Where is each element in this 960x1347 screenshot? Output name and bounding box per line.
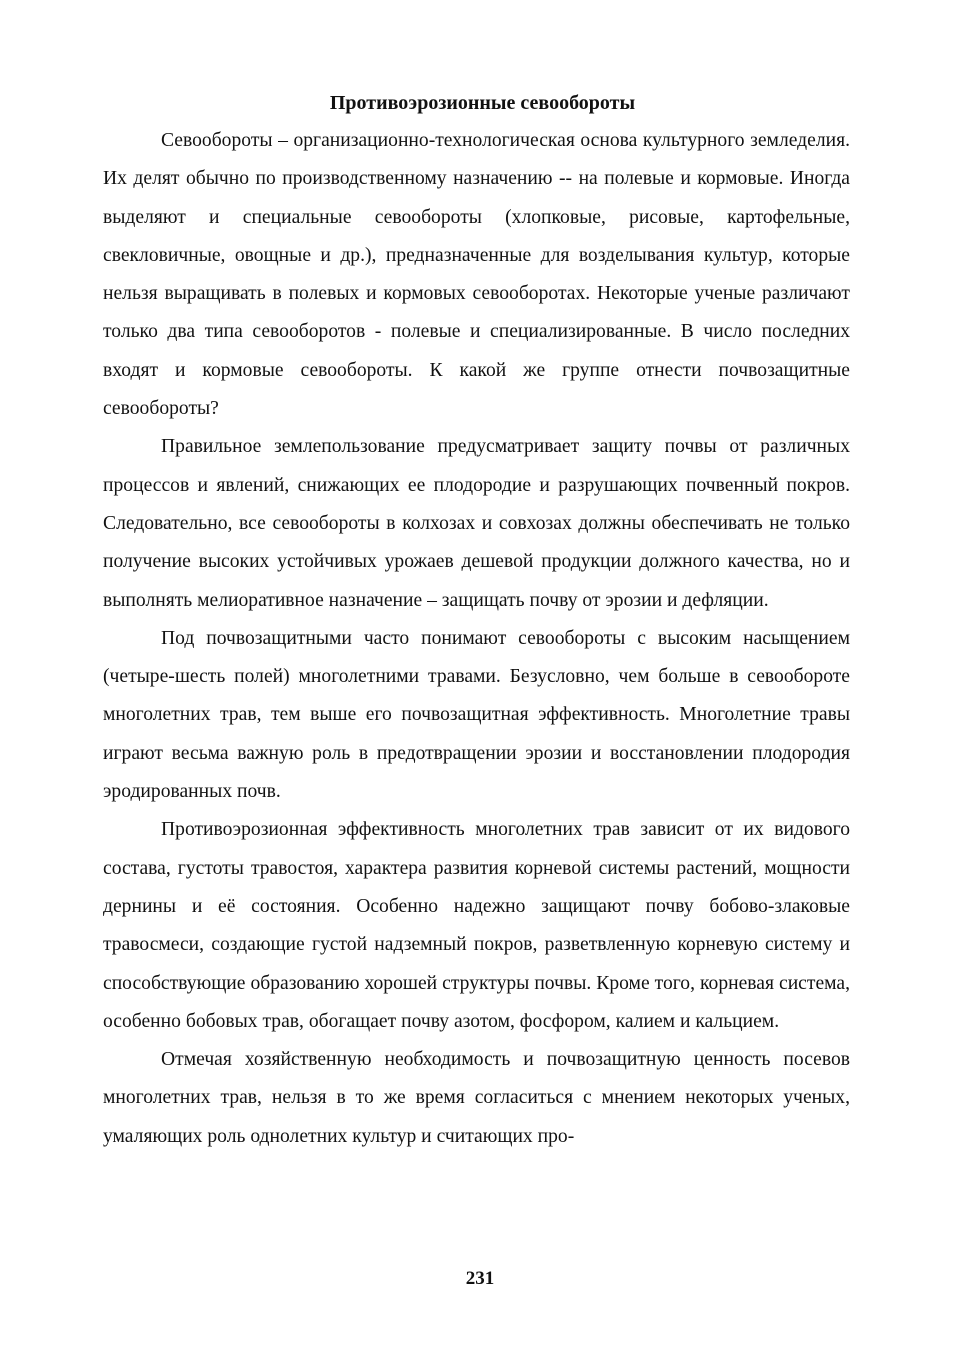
paragraph-2: Правильное землепользование предусматривает защиту почвы от различных процессов и явлений, снижающих ее плодородие и разрушающих почвенный покров. Следовательно, все севообороты в колхозах и совхозах должны обеспечивать не только получение высоких устойчивых урожаев дешевой продукции должного качества, но и выполнять мелиоративное назначение – защищать почву от эрозии и дефляции. [103,436,850,611]
paragraph-4: Противоэрозионная эффективность многолетних трав зависит от их видового состава, густоты травостоя, характера развития корневой системы растений, мощности дернины и её состояния. Особенно надежно защищают почву бобово-злаковые травосмеси, создающие густой надземный покров, разветвленную корневую систему и способствующие образованию хорошей структуры почвы. Кроме того, корневая система, особенно бобовых трав, обогащает почву азотом, фосфором, калием и кальцием. [103,819,850,1032]
page-number: 231 [465,1268,495,1289]
paragraph-1: Севообороты – организационно-технологическая основа культурного земледелия. Их делят обычно по производственному назначению -- на полевые и кормовые. Иногда выделяют и специальные севообороты (хлопковые, рисовые, картофельные, свекловичные, овощные и др.), предназначенные для возделывания культур, которые нельзя выращивать в полевых и кормовых севооборотах. Некоторые ученые различают только два типа севооборотов - полевые и специализированные. В число последних входят и кормовые севообороты. К какой же группе отнести почвозащитные севообороты? [103,130,850,420]
page-title: Противоэрозионные севообороты [329,92,636,114]
paragraph-3: Под почвозащитными часто понимают севообороты с высоким насыщением (четыре-шесть полей) многолетними травами. Безусловно, чем больше в севообороте многолетних трав, тем выше его почвозащитная эффективность. Многолетние травы играют весьма важную роль в предотвращении эрозии и восстановлении плодородия эродированных почв. [103,627,850,803]
paragraph-5: Отмечая хозяйственную необходимость и почвозащитную ценность посевов многолетних трав, нельзя в то же время согласиться с мнением некоторых ученых, умаляющих роль однолетних культур и считающих про- [103,1049,850,1147]
document-page [103,84,850,1156]
